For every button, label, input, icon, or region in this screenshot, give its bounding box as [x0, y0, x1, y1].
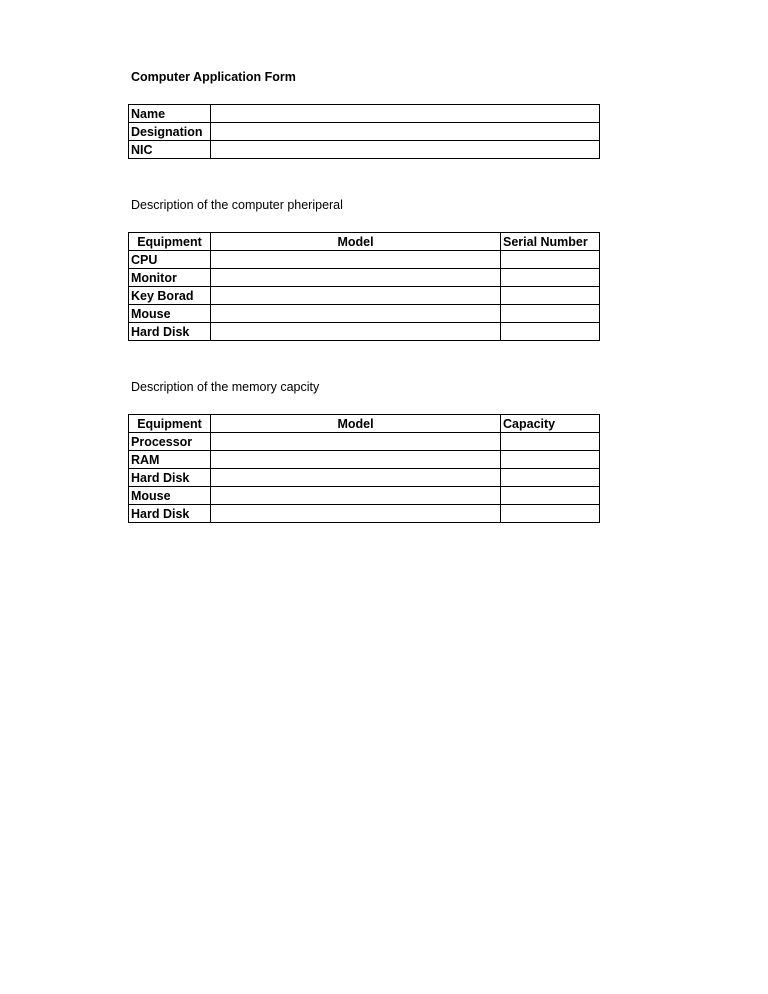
model-cell[interactable]: [211, 451, 501, 469]
capacity-cell[interactable]: [501, 469, 600, 487]
capacity-cell[interactable]: [501, 451, 600, 469]
model-cell[interactable]: [211, 305, 501, 323]
name-value-cell[interactable]: [211, 105, 600, 123]
equipment-cell: Mouse: [129, 487, 211, 505]
designation-label: Designation: [129, 123, 211, 141]
model-column-header: Model: [211, 415, 501, 433]
capacity-cell[interactable]: [501, 487, 600, 505]
model-column-header: Model: [211, 233, 501, 251]
serial-number-cell[interactable]: [501, 251, 600, 269]
equipment-cell: Hard Disk: [129, 505, 211, 523]
table-header-row: [129, 415, 600, 433]
table-row: [129, 105, 600, 123]
serial-number-cell[interactable]: [501, 305, 600, 323]
table-row: [129, 141, 600, 159]
equipment-column-header: Equipment: [129, 233, 211, 251]
model-cell[interactable]: [211, 269, 501, 287]
table-row: [129, 469, 600, 487]
nic-value-cell[interactable]: [211, 141, 600, 159]
equipment-cell: Processor: [129, 433, 211, 451]
table-row: [129, 487, 600, 505]
capacity-cell[interactable]: [501, 505, 600, 523]
memory-table: [128, 414, 600, 523]
model-cell[interactable]: [211, 487, 501, 505]
table-row: [129, 305, 600, 323]
equipment-cell: Hard Disk: [129, 323, 211, 341]
model-cell[interactable]: [211, 251, 501, 269]
equipment-cell: Hard Disk: [129, 469, 211, 487]
serial-number-column-header: Serial Number: [501, 233, 600, 251]
form-title: Computer Application Form: [131, 70, 296, 84]
equipment-cell: CPU: [129, 251, 211, 269]
peripheral-section-heading: Description of the computer pheriperal: [131, 198, 343, 212]
capacity-cell[interactable]: [501, 433, 600, 451]
table-row: [129, 251, 600, 269]
nic-label: NIC: [129, 141, 211, 159]
capacity-column-header: Capacity: [501, 415, 600, 433]
table-row: [129, 451, 600, 469]
model-cell[interactable]: [211, 323, 501, 341]
equipment-cell: Key Borad: [129, 287, 211, 305]
name-label: Name: [129, 105, 211, 123]
memory-section-heading: Description of the memory capcity: [131, 380, 320, 394]
model-cell[interactable]: [211, 505, 501, 523]
designation-value-cell[interactable]: [211, 123, 600, 141]
serial-number-cell[interactable]: [501, 323, 600, 341]
model-cell[interactable]: [211, 433, 501, 451]
table-row: [129, 323, 600, 341]
model-cell[interactable]: [211, 287, 501, 305]
equipment-cell: RAM: [129, 451, 211, 469]
peripheral-table: [128, 232, 600, 341]
table-row: [129, 433, 600, 451]
serial-number-cell[interactable]: [501, 269, 600, 287]
table-header-row: [129, 233, 600, 251]
table-row: [129, 123, 600, 141]
personal-info-table: [128, 104, 600, 159]
table-row: [129, 287, 600, 305]
table-row: [129, 269, 600, 287]
model-cell[interactable]: [211, 469, 501, 487]
table-row: [129, 505, 600, 523]
equipment-column-header: Equipment: [129, 415, 211, 433]
equipment-cell: Mouse: [129, 305, 211, 323]
equipment-cell: Monitor: [129, 269, 211, 287]
serial-number-cell[interactable]: [501, 287, 600, 305]
